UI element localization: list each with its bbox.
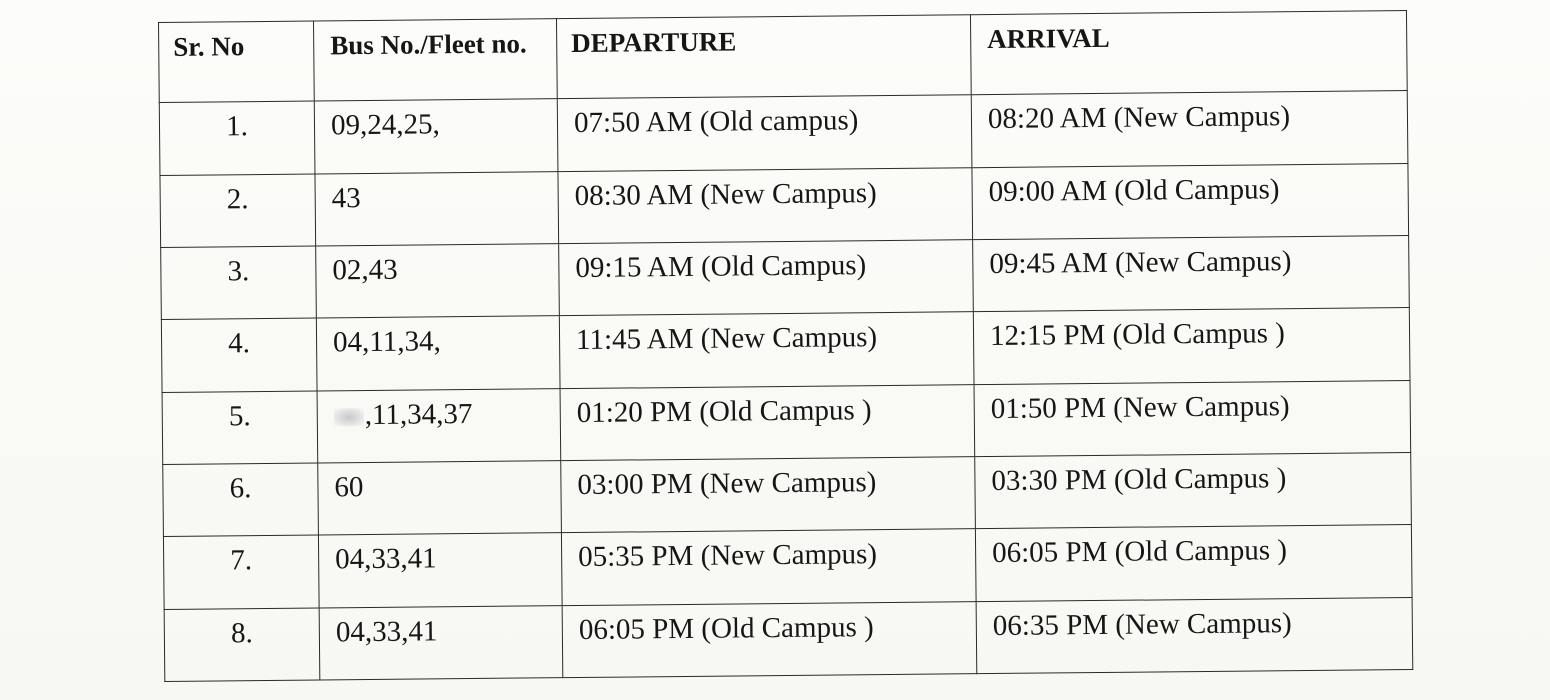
cell-bus-no: 04,11,34,	[316, 316, 560, 391]
cell-arrival: 09:45 AM (New Campus)	[973, 236, 1410, 313]
header-bus-no: Bus No./Fleet no.	[313, 19, 557, 102]
cell-sr-no: 1.	[159, 101, 315, 175]
table-header-row	[159, 11, 1408, 103]
cell-departure: 01:20 PM (Old Campus )	[560, 384, 975, 460]
cell-sr-no: 3.	[161, 246, 317, 320]
cell-sr-no: 6.	[163, 463, 319, 537]
table-row	[161, 308, 1410, 392]
cell-arrival: 12:15 PM (Old Campus )	[973, 308, 1410, 385]
bus-schedule-sheet	[158, 10, 1412, 682]
header-arrival: ARRIVAL	[970, 11, 1407, 96]
cell-departure: 09:15 AM (Old Campus)	[559, 240, 974, 316]
cell-bus-no: 43	[315, 171, 559, 246]
cell-arrival: 06:05 PM (Old Campus )	[975, 525, 1412, 602]
cell-departure: 07:50 AM (Old campus)	[557, 95, 972, 171]
cell-bus-no: 04,33,41	[319, 605, 563, 680]
cell-sr-no: 4.	[161, 318, 317, 392]
table-row	[161, 236, 1410, 320]
cell-sr-no: 7.	[163, 535, 319, 609]
header-departure: DEPARTURE	[556, 15, 971, 99]
table-row	[164, 597, 1413, 681]
table-row	[160, 163, 1409, 247]
table-row	[159, 91, 1408, 175]
cell-departure: 05:35 PM (New Campus)	[561, 529, 976, 605]
header-sr-no: Sr. No	[159, 21, 315, 103]
cell-sr-no: 5.	[162, 391, 318, 465]
cell-departure: 03:00 PM (New Campus)	[561, 457, 976, 533]
cell-bus-no-text: ,11,34,37	[364, 397, 473, 431]
cell-bus-no: 02,43	[316, 244, 560, 319]
cell-arrival: 09:00 AM (Old Campus)	[972, 163, 1409, 240]
table-row	[163, 452, 1412, 536]
cell-bus-no	[317, 388, 561, 463]
cell-departure: 08:30 AM (New Campus)	[558, 167, 973, 243]
ink-smudge	[334, 408, 364, 426]
cell-bus-no: 60	[318, 461, 562, 536]
cell-sr-no: 2.	[160, 174, 316, 248]
cell-arrival: 06:35 PM (New Campus)	[976, 597, 1413, 674]
cell-bus-no: 09,24,25,	[314, 99, 558, 174]
table-row	[163, 525, 1412, 609]
cell-sr-no: 8.	[164, 608, 320, 682]
table-row	[162, 380, 1411, 464]
bus-schedule-table	[158, 10, 1413, 682]
cell-departure: 11:45 AM (New Campus)	[559, 312, 974, 388]
cell-departure: 06:05 PM (Old Campus )	[562, 601, 977, 677]
cell-arrival: 03:30 PM (Old Campus )	[975, 452, 1412, 529]
cell-bus-no: 04,33,41	[318, 533, 562, 608]
cell-arrival: 01:50 PM (New Campus)	[974, 380, 1411, 457]
cell-arrival: 08:20 AM (New Campus)	[971, 91, 1408, 168]
